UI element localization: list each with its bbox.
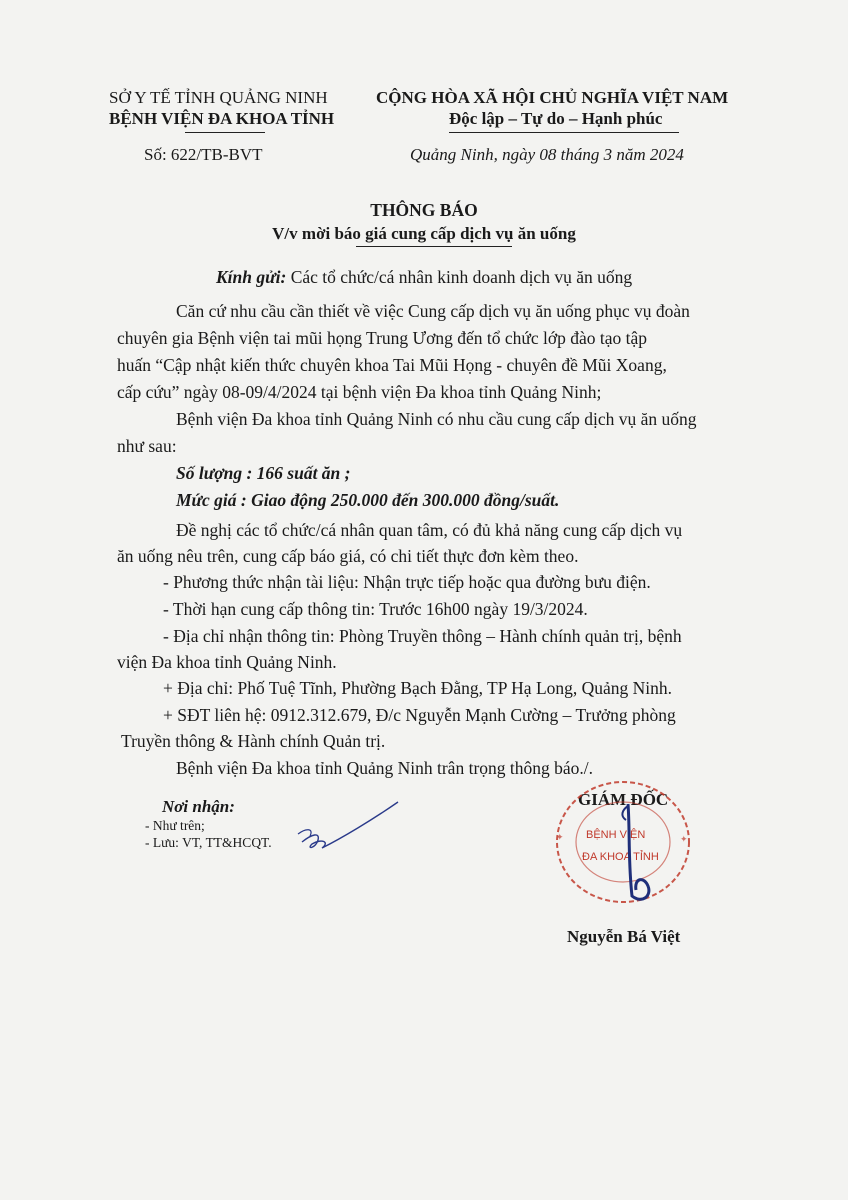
document-subject: V/v mời báo giá cung cấp dịch vụ ăn uống xyxy=(272,224,576,243)
stamp-inner-line2: ĐA KHOA TỈNH xyxy=(582,851,659,863)
svg-text:✦: ✦ xyxy=(680,834,688,844)
body-p2-line2: như sau: xyxy=(117,436,177,456)
recipient-label: Kính gửi: xyxy=(216,267,287,287)
body-p1-line3: huấn “Cập nhật kiến thức chuyên khoa Tai Mũi Họng - chuyên đề Mũi Xoang, xyxy=(117,355,667,375)
body-p3-line1: Đề nghị các tổ chức/cá nhân quan tâm, có đủ khả năng cung cấp dịch vụ xyxy=(176,520,683,540)
quantity-line: Số lượng : 166 suất ăn ; xyxy=(176,463,351,483)
bullet-street-address: + Địa chỉ: Phố Tuệ Tĩnh, Phường Bạch Đằng, TP Hạ Long, Quảng Ninh. xyxy=(163,678,673,698)
receivers-label: Nơi nhận: xyxy=(162,797,235,816)
bullet-receiving-method: - Phương thức nhận tài liệu: Nhận trực tiếp hoặc qua đường bưu điện. xyxy=(163,572,651,592)
body-p1-line1: Căn cứ nhu cầu cần thiết về việc Cung cấp dịch vụ ăn uống phục vụ đoàn xyxy=(176,301,690,321)
receiver-item-2: - Lưu: VT, TT&HCQT. xyxy=(145,835,272,850)
document-number: Số: 622/TB-BVT xyxy=(144,145,263,164)
signer-title: GIÁM ĐỐC xyxy=(578,790,669,809)
national-motto: Độc lập – Tự do – Hạnh phúc xyxy=(449,109,663,128)
body-p1-line2: chuyên gia Bệnh viện tai mũi họng Trung Ương đến tổ chức lớp đào tạo tập xyxy=(117,328,648,348)
bullet-contact-line1: + SĐT liên hệ: 0912.312.679, Đ/c Nguyễn Mạnh Cường – Trưởng phòng xyxy=(163,705,676,725)
bullet-address-line1: - Địa chỉ nhận thông tin: Phòng Truyền thông – Hành chính quản trị, bệnh xyxy=(163,626,682,646)
receiver-item-1: - Như trên; xyxy=(145,818,205,833)
hospital-name-underline xyxy=(185,132,265,133)
closing-line: Bệnh viện Đa khoa tỉnh Quảng Ninh trân trọng thông báo./. xyxy=(176,758,594,778)
motto-underline xyxy=(449,132,679,133)
director-signature xyxy=(608,800,678,920)
body-p2-line1: Bệnh viện Đa khoa tỉnh Quảng Ninh có nhu cầu cung cấp dịch vụ ăn uống xyxy=(176,409,697,429)
recipient-line xyxy=(216,267,632,288)
body-p1-line4: cấp cứu” ngày 08-09/4/2024 tại bệnh viện Đa khoa tỉnh Quảng Ninh; xyxy=(117,382,602,402)
initial-scribble xyxy=(292,798,412,868)
hospital-name: BỆNH VIỆN ĐA KHOA TỈNH xyxy=(109,109,335,128)
price-line: Mức giá : Giao động 250.000 đến 300.000 đồng/suất. xyxy=(176,490,560,510)
recipient-text: Các tổ chức/cá nhân kinh doanh dịch vụ ăn uống xyxy=(290,267,633,287)
document-date: Quảng Ninh, ngày 08 tháng 3 năm 2024 xyxy=(410,145,684,164)
bullet-deadline: - Thời hạn cung cấp thông tin: Trước 16h00 ngày 19/3/2024. xyxy=(163,599,588,619)
document-title: THÔNG BÁO xyxy=(370,200,478,220)
bullet-contact-line2: Truyền thông & Hành chính Quản trị. xyxy=(121,731,386,751)
stamp-inner-line1: BỆNH VIỆN xyxy=(586,829,646,841)
country-name: CỘNG HÒA XÃ HỘI CHỦ NGHĨA VIỆT NAM xyxy=(376,88,729,107)
ministry-name: SỞ Y TẾ TỈNH QUẢNG NINH xyxy=(109,88,328,107)
signer-name: Nguyễn Bá Việt xyxy=(567,927,681,946)
svg-text:✦: ✦ xyxy=(556,832,564,842)
bullet-address-line2: viện Đa khoa tỉnh Quảng Ninh. xyxy=(117,652,337,672)
subject-underline xyxy=(356,246,512,247)
body-p3-line2: ăn uống nêu trên, cung cấp báo giá, có chi tiết thực đơn kèm theo. xyxy=(117,546,579,566)
